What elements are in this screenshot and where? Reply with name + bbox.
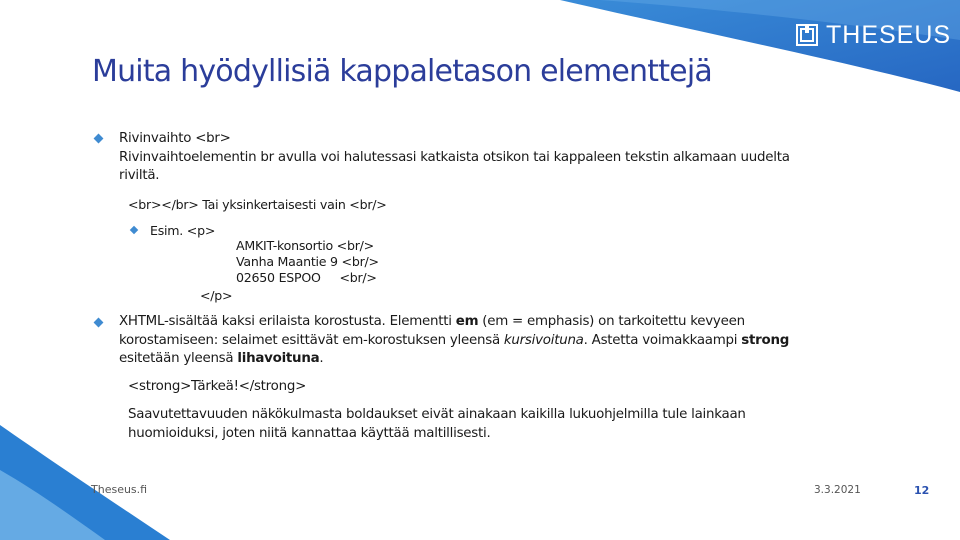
bold-term: lihavoituna <box>237 351 320 366</box>
theseus-logo <box>796 20 951 50</box>
accessibility-note-line-1: Saavutettavuuden näkökulmasta boldaukset eivät ainakaan kaikilla lukuohjelmilla tule lainkaan <box>128 407 746 422</box>
text-run: korostamiseen: selaimet esittävät em-korostuksen yleensä <box>119 333 504 348</box>
em-term: em <box>455 314 479 329</box>
page-number: 12 <box>914 484 930 497</box>
page-title: Muita hyödyllisiä kappaletason elementtejä <box>92 54 712 89</box>
bullet-line-br-heading: Rivinvaihto <br> <box>119 131 231 146</box>
address-line-3: 02650 ESPOO <br/> <box>236 270 377 285</box>
text-run: esitetään yleensä <box>119 351 238 366</box>
p-close-tag: </p> <box>200 288 233 303</box>
bullet-line-br-desc-cont: riviltä. <box>119 168 160 183</box>
address-line-2: Vanha Maantie 9 <br/> <box>236 254 379 269</box>
theseus-logo-text: THESEUS <box>826 20 952 49</box>
bullet-emphasis-line-3 <box>119 350 323 368</box>
strong-example: <strong>Tärkeä!</strong> <box>128 379 307 394</box>
footer-site: Theseus.fi <box>91 483 148 496</box>
footer-date: 3.3.2021 <box>814 484 861 496</box>
br-example: <br></br> Tai yksinkertaisesti vain <br/> <box>128 197 387 212</box>
accessibility-note-line-2: huomioiduksi, joten niitä kannattaa käyttää maltillisesti. <box>128 426 491 441</box>
strong-term: strong <box>741 333 790 348</box>
bullet-line-br-desc: Rivinvaihtoelementin br avulla voi halutessasi katkaista otsikon tai kappaleen tekstin alkamaan uudelta <box>119 150 790 165</box>
text-run: . Astetta voimakkaampi <box>583 333 742 348</box>
italic-term: kursivoituna <box>503 333 584 348</box>
sub-bullet-label: Esim. <p> <box>150 223 216 238</box>
text-run: (em = emphasis) on tarkoitettu kevyeen <box>478 314 745 329</box>
text-run: XHTML-sisältää kaksi erilaista korostusta. Elementti <box>119 314 456 329</box>
bullet-emphasis-line-2 <box>119 332 789 350</box>
text-run: . <box>319 351 324 366</box>
theseus-logo-icon <box>796 24 818 46</box>
bullet-emphasis-line-1 <box>119 313 745 331</box>
address-line-1: AMKIT-konsortio <br/> <box>236 238 374 253</box>
